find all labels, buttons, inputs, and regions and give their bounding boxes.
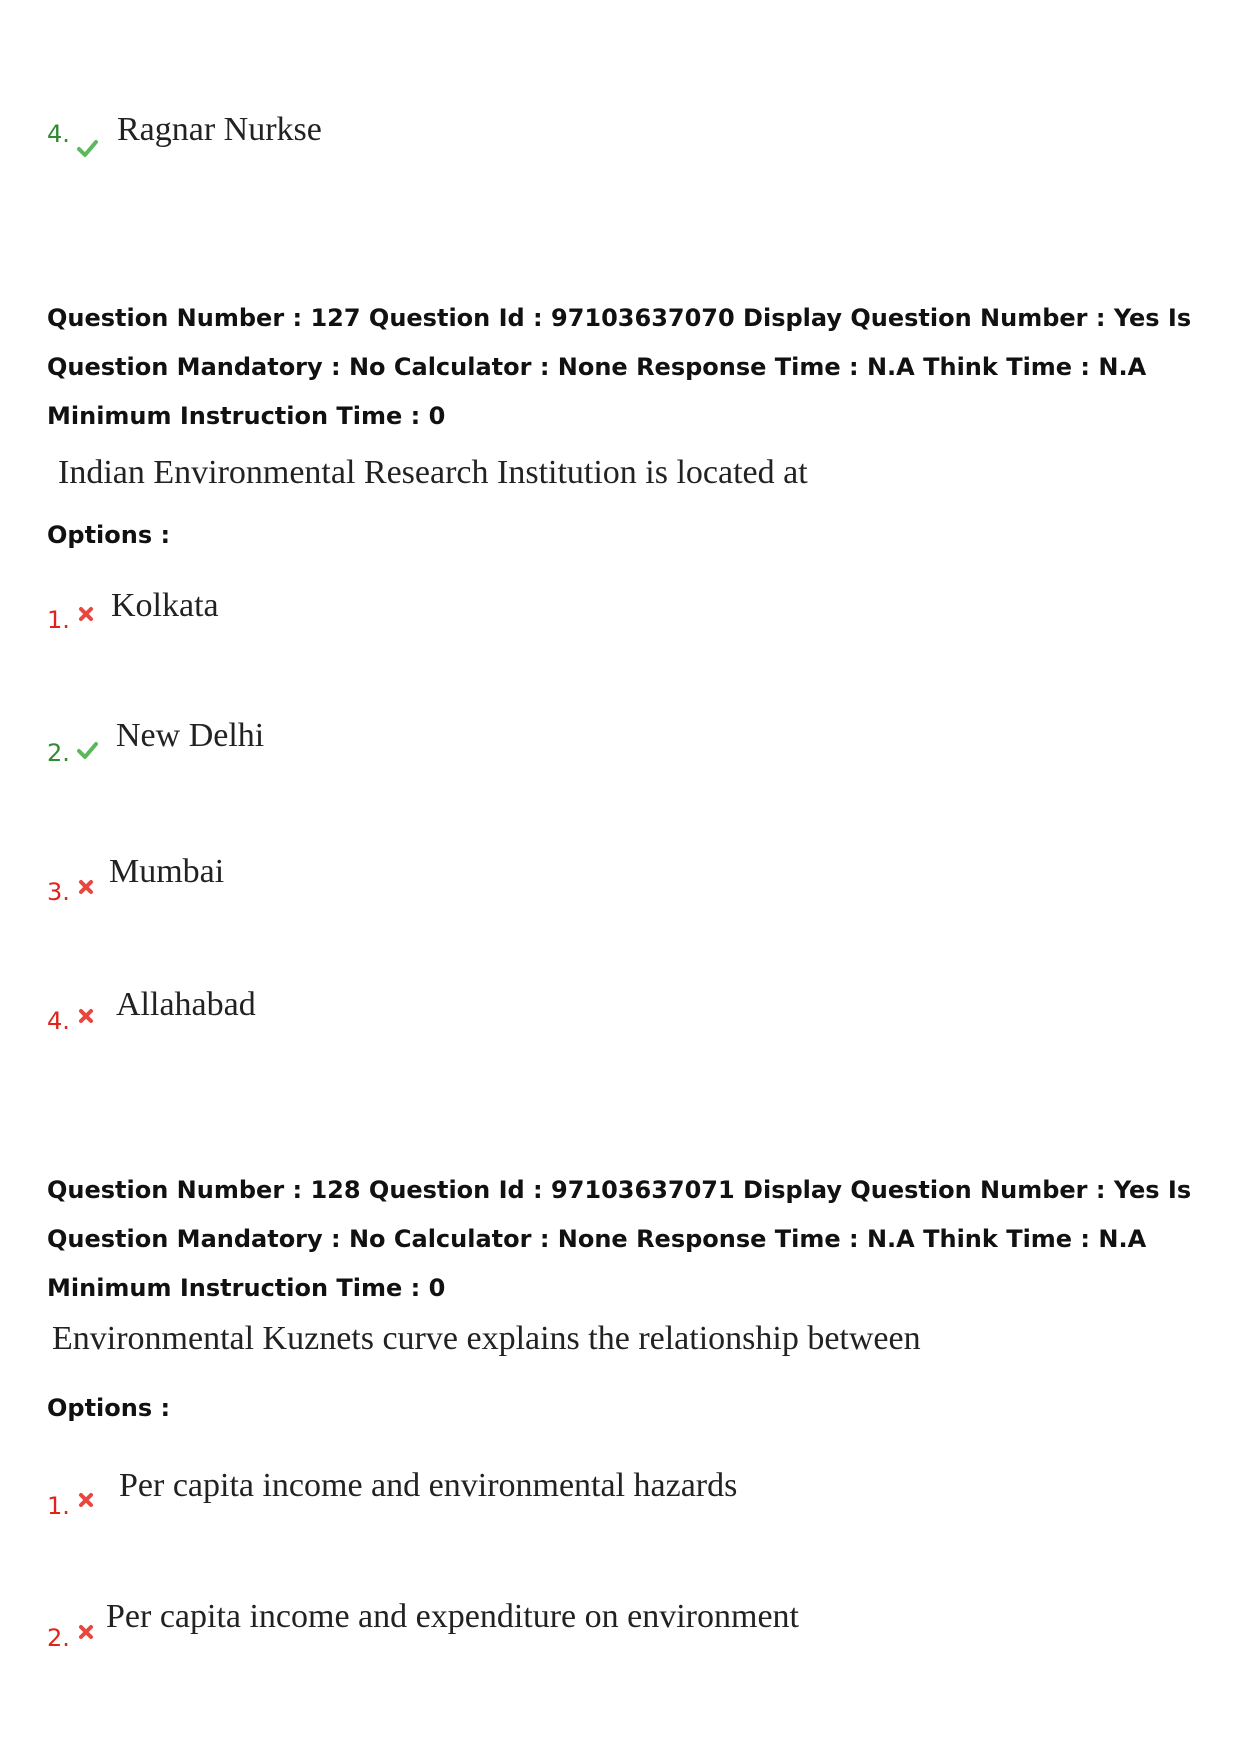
option-number: 4. xyxy=(47,1007,70,1035)
option-number: 1. xyxy=(47,1492,70,1520)
question-meta: Question Number : 127 Question Id : 97103637070 Display Question Number : Yes Is Question Mandatory : No Calculator : None Response Time : N.A Think Time : N.A Minimum Instruction Time : 0 xyxy=(47,304,1192,430)
check-icon xyxy=(76,137,98,159)
cross-icon xyxy=(77,1491,95,1509)
question-text: Environmental Kuznets curve explains the relationship between xyxy=(52,1320,921,1357)
prev-option-4 xyxy=(47,120,70,148)
option-text: Per capita income and environmental hazards xyxy=(119,1467,738,1504)
option-text: Ragnar Nurkse xyxy=(117,111,322,148)
option-number: 3. xyxy=(47,878,70,906)
options-label: Options : xyxy=(47,1394,171,1422)
check-icon xyxy=(76,739,98,761)
cross-icon xyxy=(77,878,95,896)
option-number: 4. xyxy=(47,120,70,148)
question-text: Indian Environmental Research Institution is located at xyxy=(58,454,808,491)
cross-icon xyxy=(77,1007,95,1025)
option-text: Allahabad xyxy=(116,986,256,1023)
option-number: 2. xyxy=(47,1624,70,1652)
option-number: 2. xyxy=(47,739,70,767)
option-text: Per capita income and expenditure on environment xyxy=(106,1598,799,1635)
option-text: Mumbai xyxy=(109,853,225,890)
options-label: Options : xyxy=(47,521,171,549)
cross-icon xyxy=(77,1623,95,1641)
question-meta: Question Number : 128 Question Id : 97103637071 Display Question Number : Yes Is Question Mandatory : No Calculator : None Response Time : N.A Think Time : N.A Minimum Instruction Time : 0 xyxy=(47,1176,1192,1302)
cross-icon xyxy=(77,605,95,623)
option-text: Kolkata xyxy=(111,587,219,624)
option-number: 1. xyxy=(47,606,70,634)
option-text: New Delhi xyxy=(116,717,265,754)
